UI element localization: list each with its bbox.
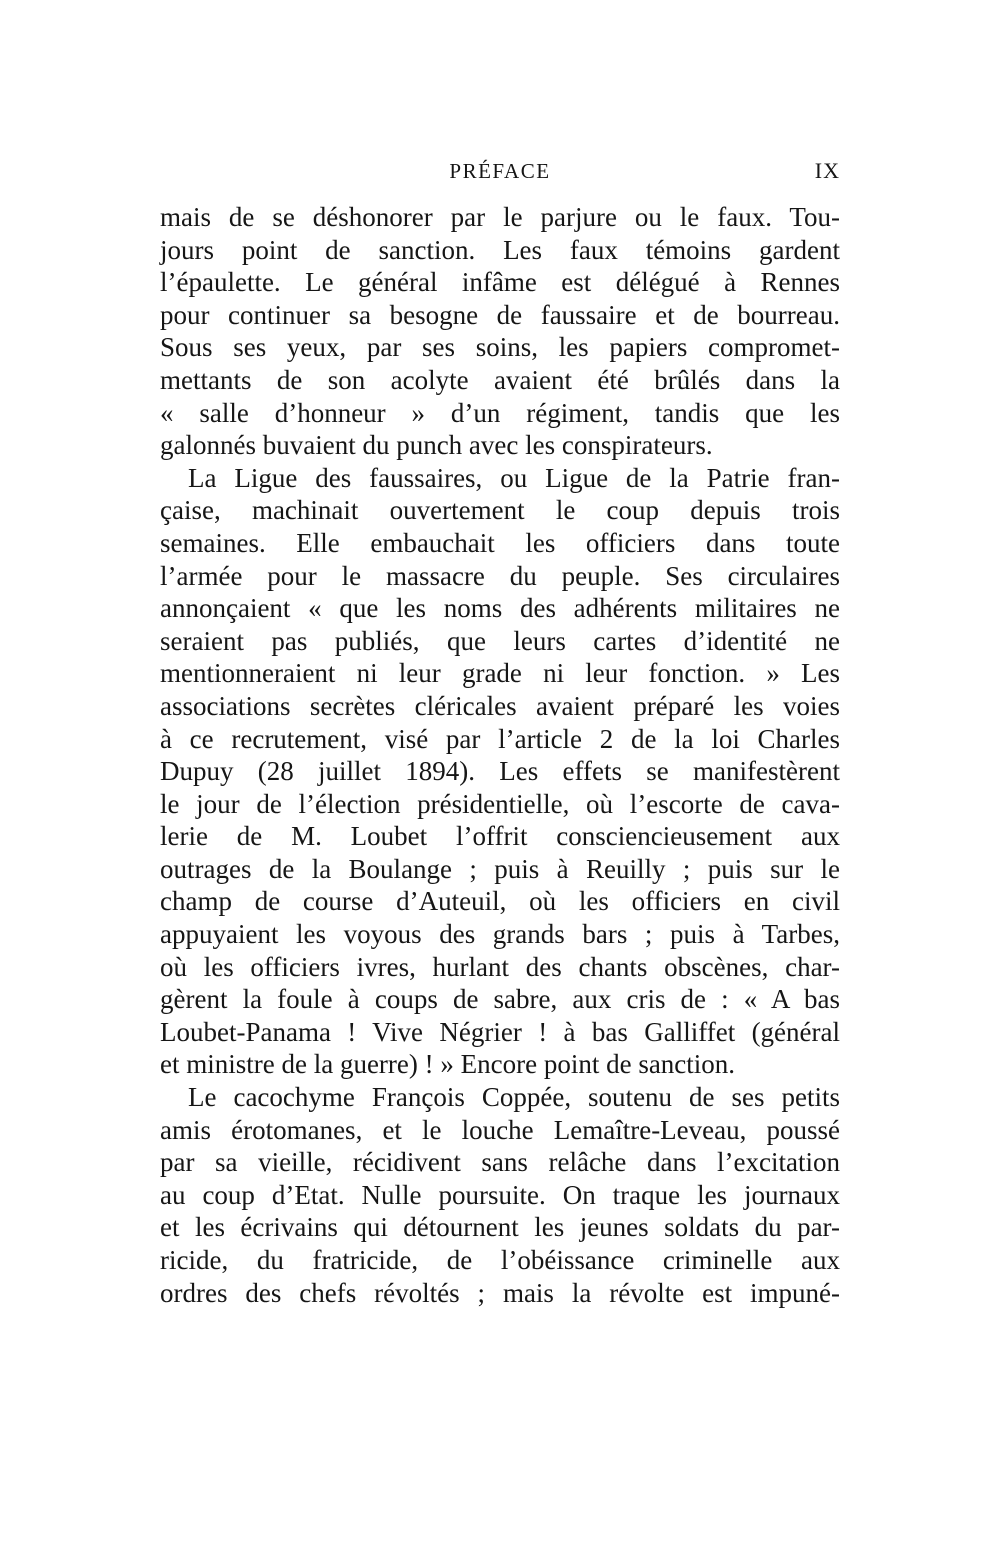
text-line: jours point de sanction. Les faux témoins gardent: [160, 234, 840, 265]
text-line: gèrent la foule à coups de sabre, aux cris de : « A bas: [160, 984, 840, 1015]
text-line: ricide, du fratricide, de l’obéissance criminelle aux: [160, 1245, 840, 1275]
text-line: appuyaient les voyous des grands bars ; puis à Tarbes,: [160, 919, 840, 950]
text-line: « salle d’honneur » d’un régiment, tandis que les: [160, 397, 840, 428]
text-line: mentionneraient ni leur grade ni leur fonction. » Les: [160, 658, 840, 689]
text-line: Loubet-Panama ! Vive Négrier ! à bas Galliffet (général: [160, 1016, 840, 1047]
text-line: à ce recrutement, visé par l’article 2 de la loi Charles: [160, 723, 840, 754]
text-line: lerie de M. Loubet l’offrit consciencieusement aux: [160, 821, 840, 852]
text-line: çaise, machinait ouvertement le coup depuis trois: [160, 495, 840, 526]
text-line: le jour de l’élection présidentielle, où l’escorte de cava-: [160, 788, 840, 819]
text-line: mettants de son acolyte avaient été brûlés dans la: [160, 364, 840, 395]
text-line: amis érotomanes, et le louche Lemaître-Leveau, poussé: [160, 1114, 840, 1145]
text-line: Sous ses yeux, par ses soins, les papiers compromet-: [160, 332, 840, 363]
text-line: La Ligue des faussaires, ou Ligue de la Patrie fran-: [188, 462, 840, 493]
text-line: annonçaient « que les noms des adhérents militaires ne: [160, 593, 840, 624]
text-line: Le cacochyme François Coppée, soutenu de ses petits: [188, 1082, 840, 1113]
text-line: pour continuer sa besogne de faussaire et de bourreau.: [160, 299, 840, 330]
text-line: associations secrètes cléricales avaient préparé les voies: [160, 690, 840, 721]
body-text: [160, 201, 840, 1309]
text-line: semaines. Elle embauchait les officiers dans toute: [160, 527, 840, 558]
text-line: l’épaulette. Le général infâme est délégué à Rennes: [160, 267, 840, 298]
paragraph: [160, 1081, 840, 1309]
text-line: Dupuy (28 juillet 1894). Les effets se manifestèrent: [160, 756, 840, 787]
text-line: outrages de la Boulange ; puis à Reuilly ; puis sur le: [160, 853, 840, 884]
page-number: IX: [814, 158, 840, 183]
text-line: mais de se déshonorer par le parjure ou le faux. Tou-: [160, 202, 840, 232]
running-head: [160, 156, 840, 186]
text-line: au coup d’Etat. Nulle poursuite. On traque les journaux: [160, 1179, 840, 1210]
text-line: et les écrivains qui détournent les jeunes soldats du par-: [160, 1212, 840, 1243]
text-line: et ministre de la guerre) ! » Encore point de sanction.: [160, 1049, 736, 1080]
text-line: champ de course d’Auteuil, où les officiers en civil: [160, 886, 840, 917]
text-line: seraient pas publiés, que leurs cartes d’identité ne: [160, 625, 840, 656]
paragraph: [160, 201, 840, 462]
text-line: l’armée pour le massacre du peuple. Ses circulaires: [160, 560, 840, 591]
text-line: ordres des chefs révoltés ; mais la révolte est impuné-: [160, 1277, 840, 1308]
paragraph: [160, 462, 840, 1081]
text-line: par sa vieille, récidivent sans relâche dans l’excitation: [160, 1147, 840, 1178]
text-line: galonnés buvaient du punch avec les conspirateurs.: [160, 430, 713, 461]
text-line: où les officiers ivres, hurlant des chants obscènes, char-: [160, 951, 840, 982]
running-head-title: PRÉFACE: [449, 159, 551, 183]
